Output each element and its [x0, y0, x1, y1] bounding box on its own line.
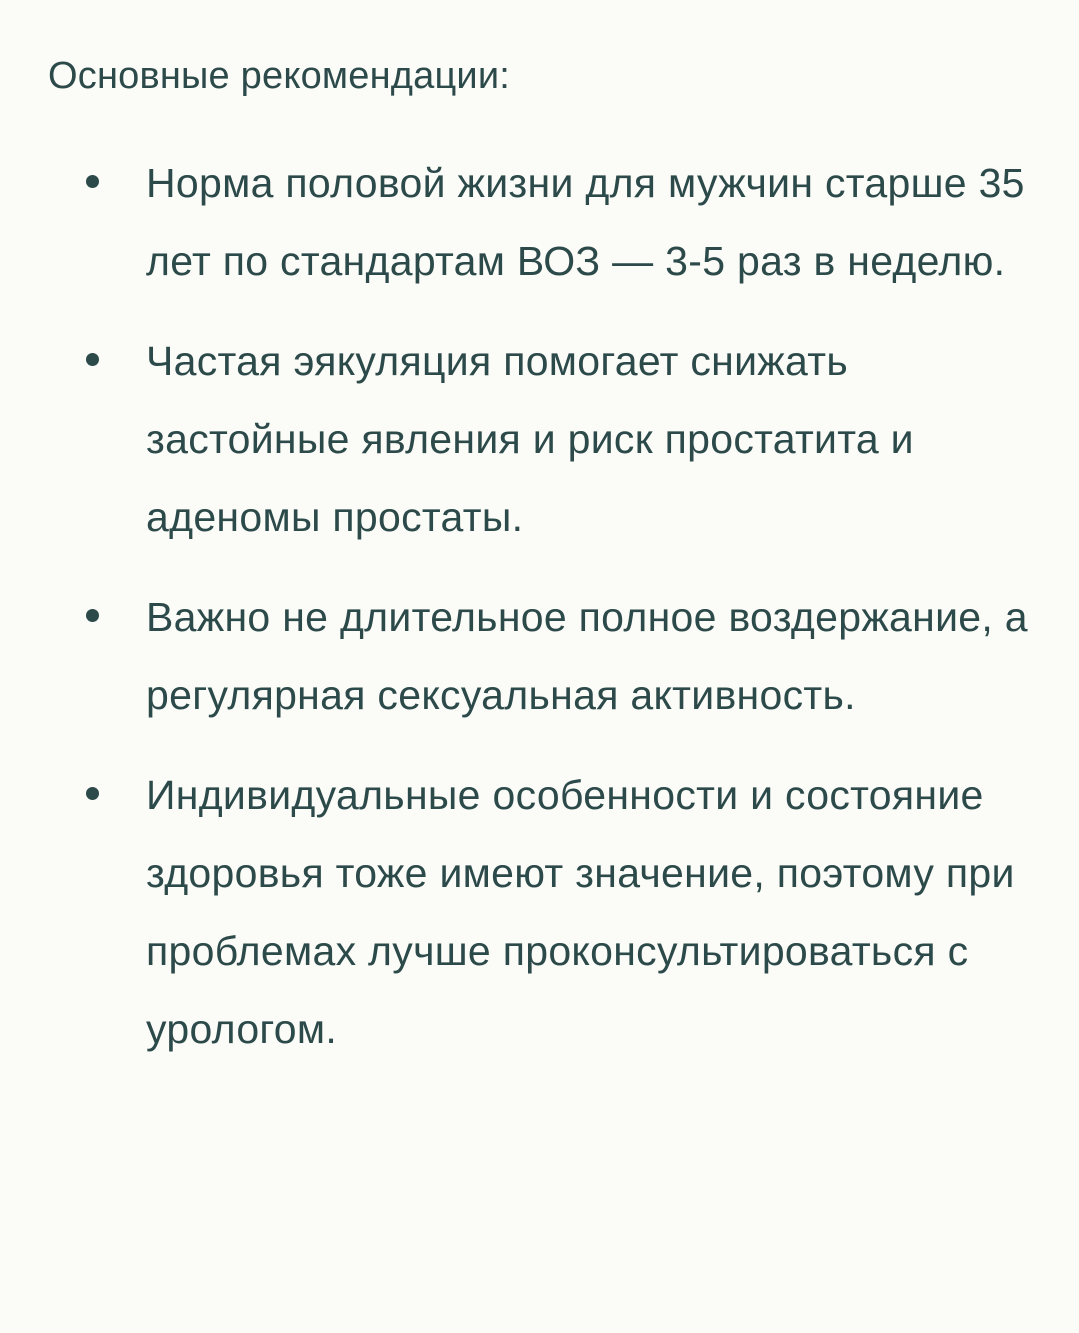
list-item — [48, 578, 1039, 734]
bullet-icon — [86, 609, 99, 622]
list-item — [48, 756, 1039, 1068]
bullet-icon — [86, 787, 99, 800]
recommendations-list — [48, 144, 1039, 1068]
list-item-text: Частая эякуляция помогает снижать застойные явления и риск простатита и аденомы простаты. — [146, 338, 914, 540]
list-item-text: Норма половой жизни для мужчин старше 35 лет по стандартам ВОЗ — 3-5 раз в неделю. — [146, 160, 1025, 284]
list-item-text: Важно не длительное полное воздержание, а регулярная сексуальная активность. — [146, 594, 1028, 718]
recommendations-heading: Основные рекомендации: — [48, 55, 511, 97]
bullet-icon — [86, 353, 99, 366]
list-item — [48, 322, 1039, 556]
bullet-icon — [86, 175, 99, 188]
list-item — [48, 144, 1039, 300]
list-item-text: Индивидуальные особенности и состояние здоровья тоже имеют значение, поэтому при проблемах лучше проконсультироваться с урологом. — [146, 772, 1015, 1052]
